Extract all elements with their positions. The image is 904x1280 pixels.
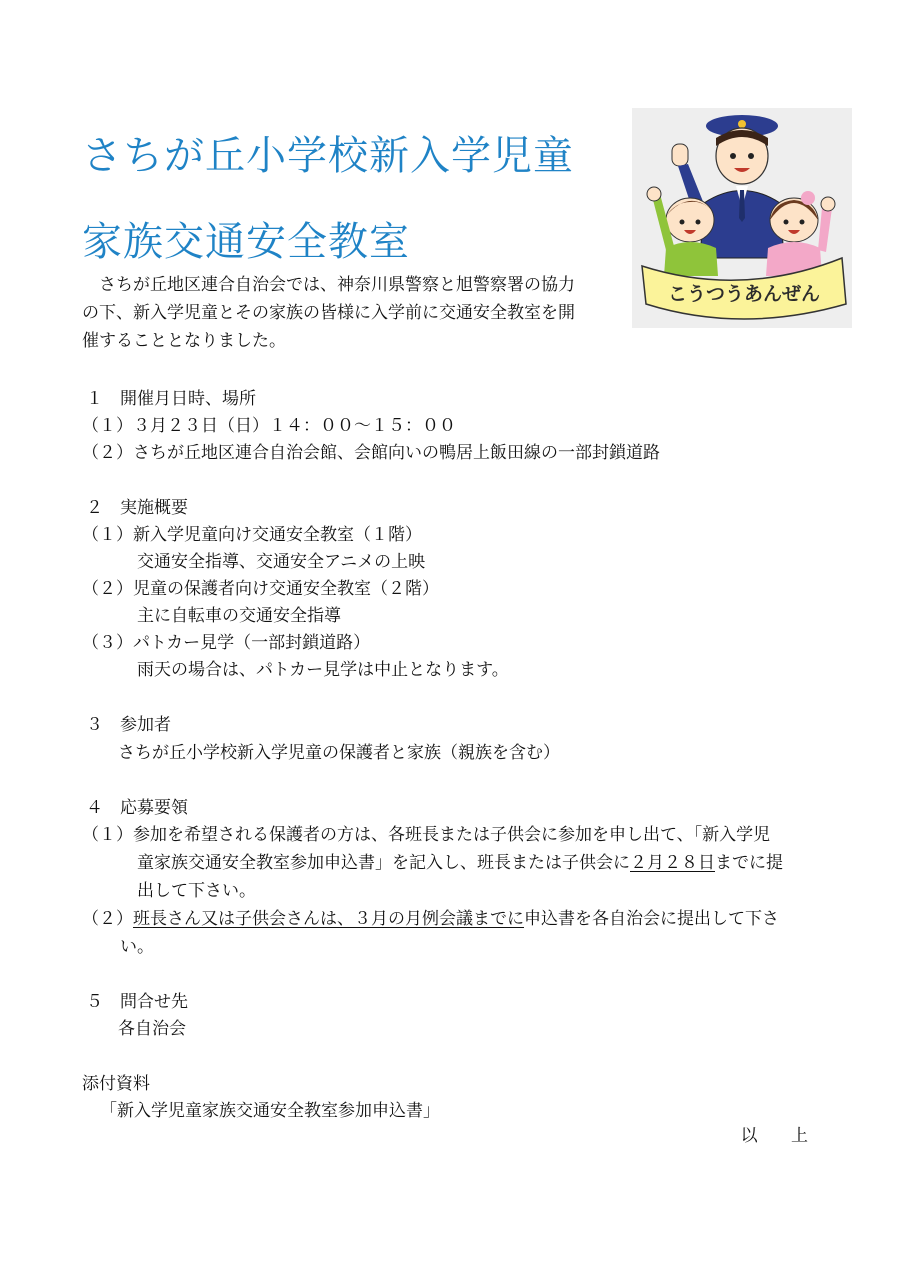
section-3-heading: ３ 参加者 [86, 715, 171, 735]
traffic-safety-illustration [632, 108, 852, 328]
section-4-item-1-line-3: 出して下さい。 [137, 881, 256, 901]
section-4-heading: ４ 応募要領 [86, 798, 188, 818]
page-title-line-2: 家族交通安全教室 [82, 219, 410, 265]
section-3-text: さちが丘小学校新入学児童の保護者と家族（親族を含む） [118, 743, 560, 763]
section-2-heading: ２ 実施概要 [86, 498, 188, 518]
intro-line: の下、新入学児童とその家族の皆様に入学前に交通安全教室を開 [82, 303, 575, 323]
section-2-item-1-detail: 交通安全指導、交通安全アニメの上映 [137, 552, 426, 572]
section-4-item-1-line-1: （１）参加を希望される保護者の方は、各班長または子供会に参加を申し出て、「新入学児 [82, 825, 771, 845]
section-1-heading: １ 開催月日時、場所 [86, 389, 256, 409]
intro-line: 催することとなりました。 [82, 331, 286, 351]
section-2-item-1: （１）新入学児童向け交通安全教室（１階） [82, 525, 422, 545]
page-title-line-1: さちが丘小学校新入学児童 [82, 133, 574, 179]
intro-line: さちが丘地区連合自治会では、神奈川県警察と旭警察署の協力 [82, 275, 575, 295]
police-and-children-illustration [632, 108, 852, 328]
intro-paragraph [82, 271, 575, 355]
closing-mark: 以 上 [740, 1126, 822, 1146]
section-4-item-1-line-2 [137, 849, 783, 877]
attachment-text: 「新入学児童家族交通安全教室参加申込書」 [100, 1101, 440, 1121]
section-4-item-2-line-1 [82, 905, 779, 933]
item-1-text: 童家族交通安全教室参加申込書」を記入し、班長または子供会に [137, 853, 630, 873]
section-2-item-2-detail: 主に自転車の交通安全指導 [137, 606, 341, 626]
section-5-text: 各自治会 [118, 1019, 186, 1039]
section-2-item-2: （２）児童の保護者向け交通安全教室（２階） [82, 579, 439, 599]
section-5-heading: ５ 問合せ先 [86, 992, 188, 1012]
item-1-text-end: までに提 [715, 853, 783, 873]
section-1-item-1: （１）３月２３日（日）１４：００～１５：００ [82, 416, 456, 436]
section-4-item-2-line-2: い。 [120, 937, 154, 957]
deadline-date: ２月２８日 [630, 853, 715, 873]
section-2-item-3-detail: 雨天の場合は、パトカー見学は中止となります。 [137, 660, 509, 680]
item-2-underlined-text: 班長さん又は子供会さんは、３月の月例会議までに [133, 909, 524, 929]
banner-text: こうつうあんぜん [667, 283, 821, 305]
item-2-prefix: （２） [82, 909, 133, 929]
section-2-item-3: （３）パトカー見学（一部封鎖道路） [82, 633, 371, 653]
attachment-heading: 添付資料 [82, 1074, 150, 1094]
item-2-text: 申込書を各自治会に提出して下さ [524, 909, 779, 929]
section-1-item-2: （２）さちが丘地区連合自治会館、会館向いの鴨居上飯田線の一部封鎖道路 [82, 443, 660, 463]
